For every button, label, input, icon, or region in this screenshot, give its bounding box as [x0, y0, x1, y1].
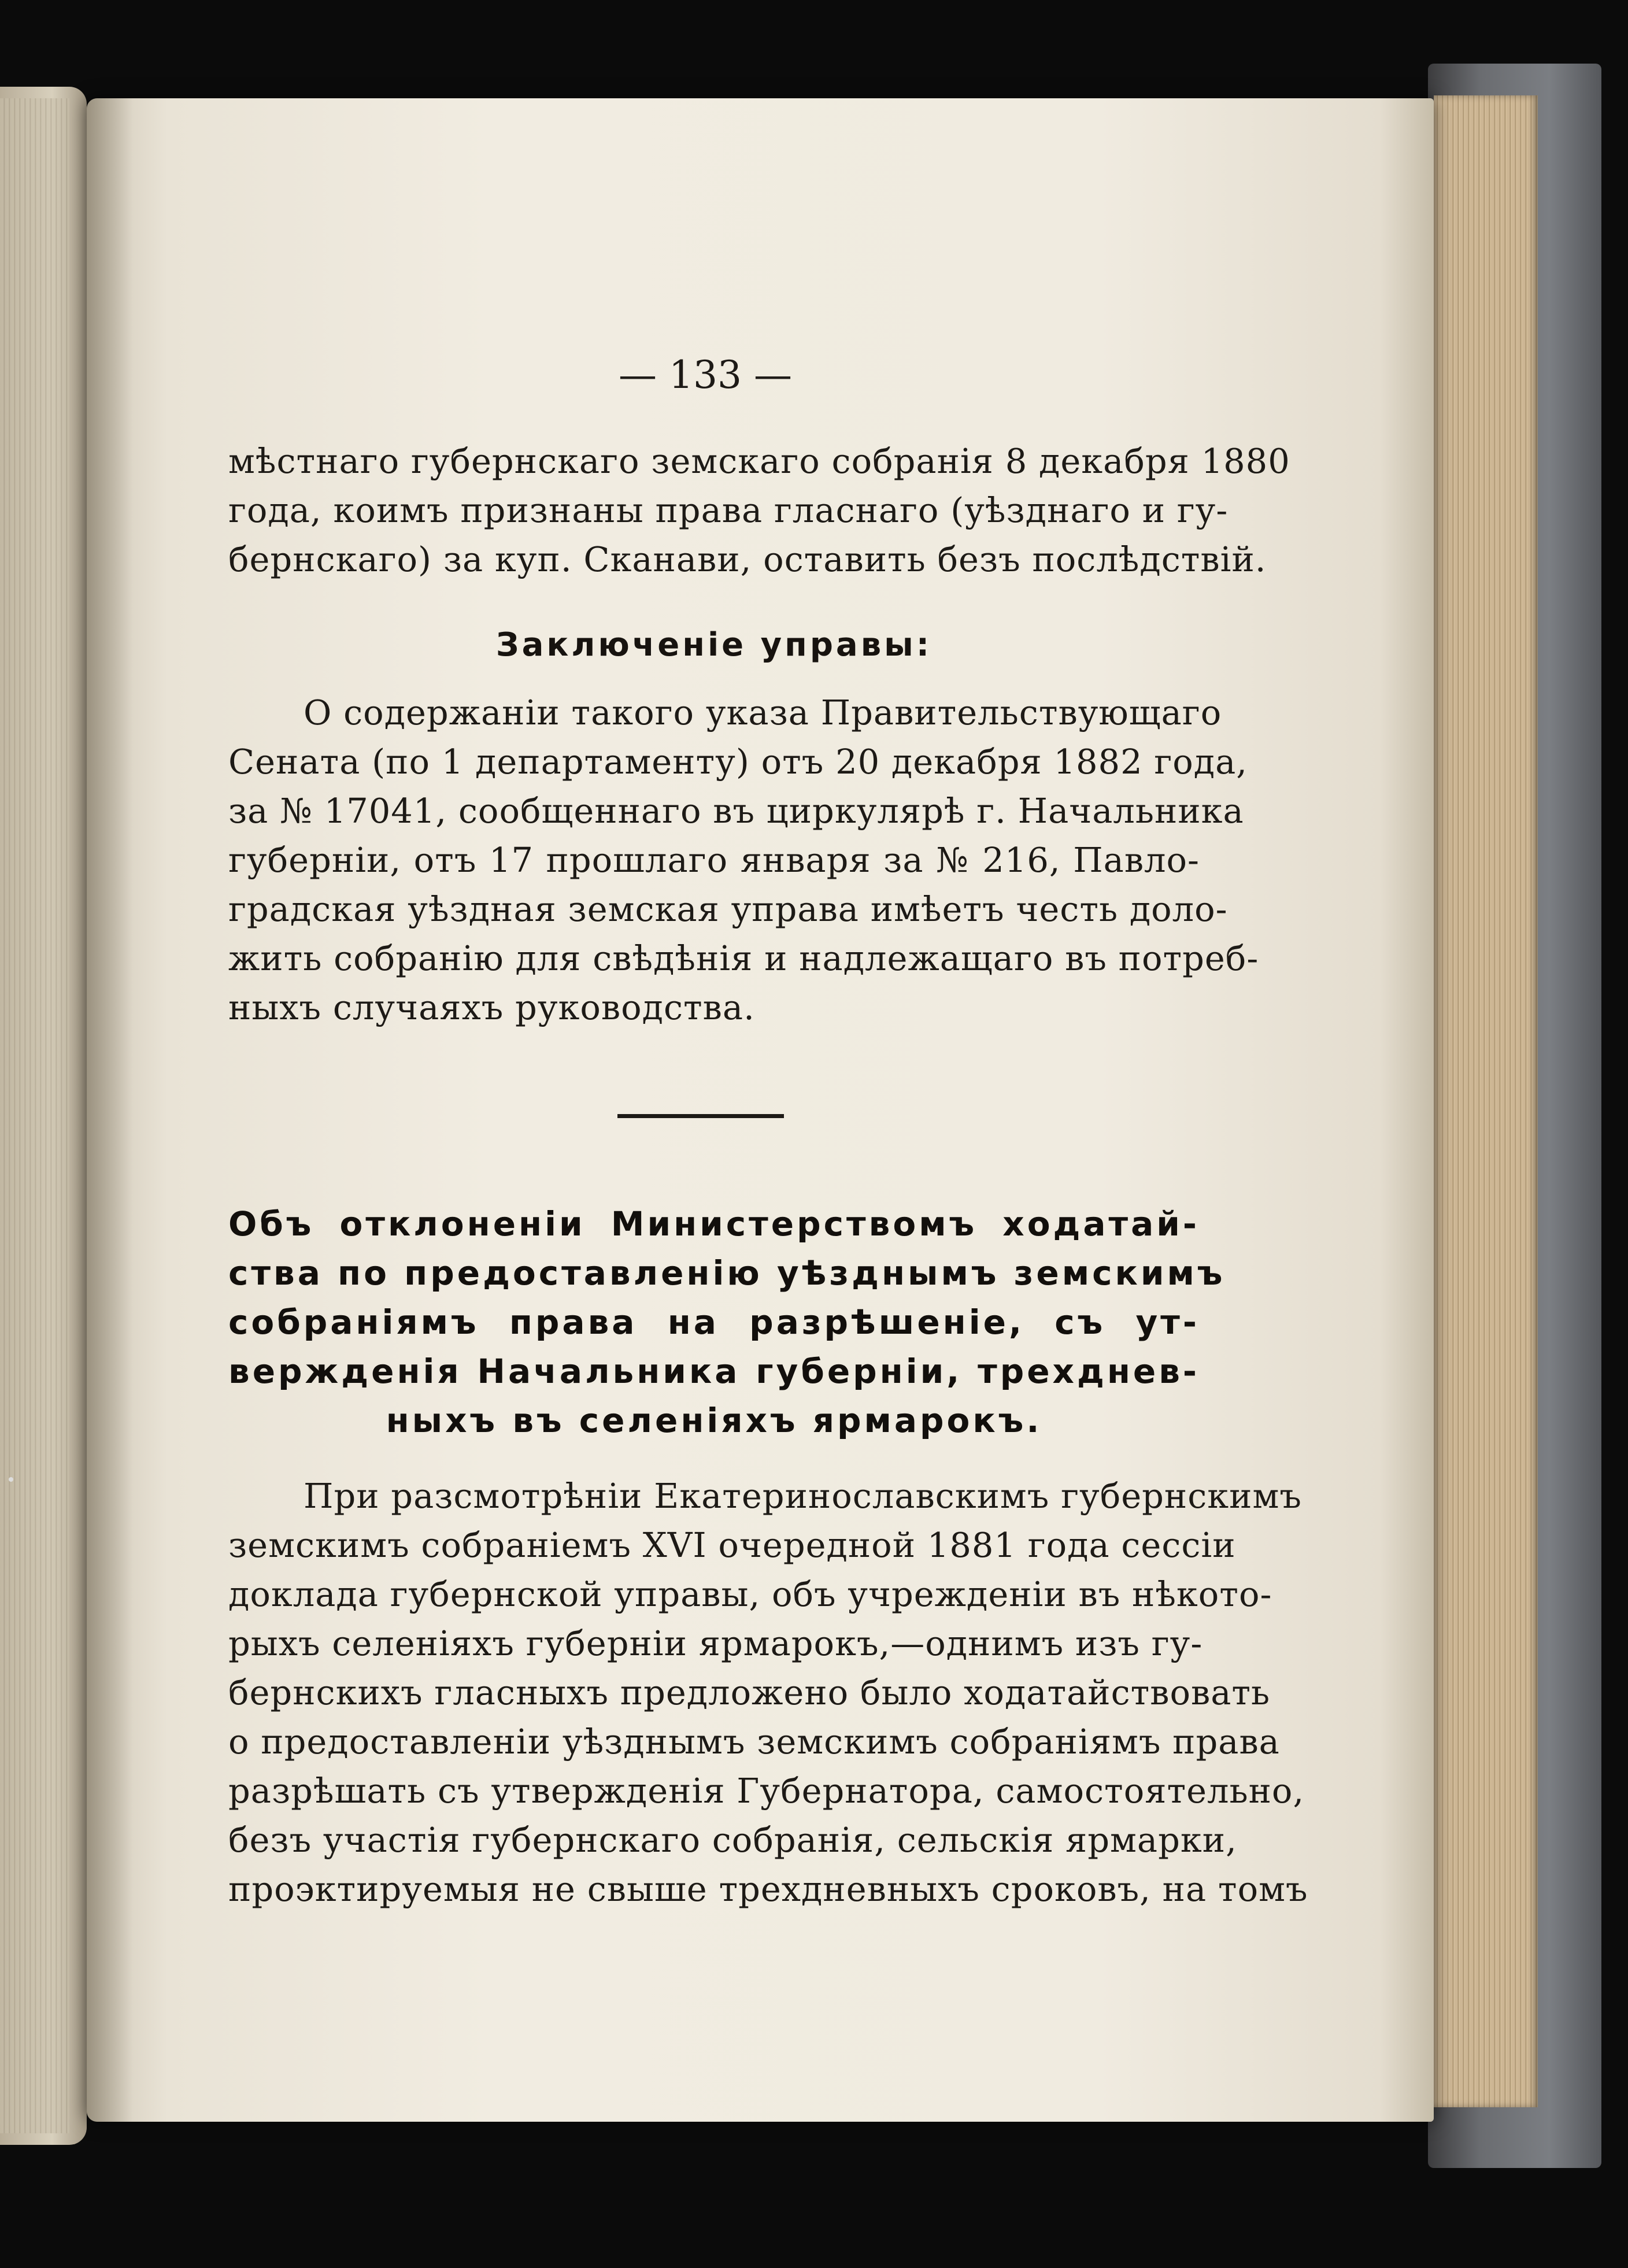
- text-line: ныхъ случаяхъ руководства.: [228, 987, 755, 1027]
- binding-shadow: [87, 98, 133, 2122]
- text-line: градская уѣздная земская управа имѣетъ честь доло-: [228, 889, 1228, 929]
- margin-mark: [9, 1477, 13, 1482]
- title-line: Объ отклоненіи Министерствомъ ходатай-: [228, 1204, 1200, 1244]
- conclusion-heading: Заключеніе управы:: [495, 626, 933, 664]
- text-line: доклада губернской управы, объ учрежденіи въ нѣкото-: [228, 1574, 1272, 1614]
- text-line: Сената (по 1 департаменту) отъ 20 декабря 1882 года,: [228, 742, 1248, 782]
- section-divider: [617, 1114, 784, 1118]
- text-line: рыхъ селеніяхъ губерніи ярмарокъ,—однимъ изъ гу-: [228, 1623, 1203, 1663]
- section-title: [228, 1200, 1226, 1445]
- text-line: проэктируемыя не свыше трехдневныхъ сроковъ, на томъ: [228, 1869, 1308, 1909]
- title-line: ныхъ въ селеніяхъ ярмарокъ.: [386, 1401, 1042, 1440]
- text-line: О содержаніи такого указа Правительствующаго: [304, 693, 1222, 732]
- page-edges: [1434, 95, 1538, 2107]
- body-paragraph: [228, 1471, 1308, 1914]
- text-line: бернскаго) за куп. Сканави, оставить безъ послѣдствій.: [228, 539, 1267, 579]
- title-line: собраніямъ права на разрѣшеніе, съ ут-: [228, 1303, 1200, 1342]
- text-line: о предоставленіи уѣзднымъ земскимъ собраніямъ права: [228, 1722, 1280, 1762]
- title-line: ства по предоставленію уѣзднымъ земскимъ: [228, 1253, 1226, 1293]
- text-line: года, коимъ признаны права гласнаго (уѣзднаго и гу-: [228, 490, 1229, 530]
- text-line: безъ участія губернскаго собранія, сельскія ярмарки,: [228, 1820, 1237, 1860]
- text-line: за № 17041, сообщеннаго въ циркулярѣ г. Начальника: [228, 791, 1244, 831]
- text-line: губерніи, отъ 17 прошлаго января за № 216, Павло-: [228, 840, 1200, 880]
- title-line: вержденія Начальника губерніи, трехднев-: [228, 1352, 1200, 1391]
- text-line: бернскихъ гласныхъ предложено было ходатайствовать: [228, 1673, 1271, 1712]
- text-line: мѣстнаго губернскаго земскаго собранія 8 декабря 1880: [228, 441, 1290, 481]
- intro-paragraph: [228, 436, 1290, 584]
- page-number: — 133 —: [619, 353, 792, 397]
- text-line: жить собранію для свѣдѣнія и надлежащаго въ потреб-: [228, 938, 1259, 978]
- text-line: разрѣшать съ утвержденія Губернатора, самостоятельно,: [228, 1771, 1305, 1811]
- conclusion-paragraph: [228, 688, 1259, 1032]
- text-line: При разсмотрѣніи Екатеринославскимъ губернскимъ: [304, 1476, 1302, 1516]
- previous-page-stack: [0, 98, 69, 2133]
- text-line: земскимъ собраніемъ XVI очередной 1881 года сессіи: [228, 1525, 1236, 1565]
